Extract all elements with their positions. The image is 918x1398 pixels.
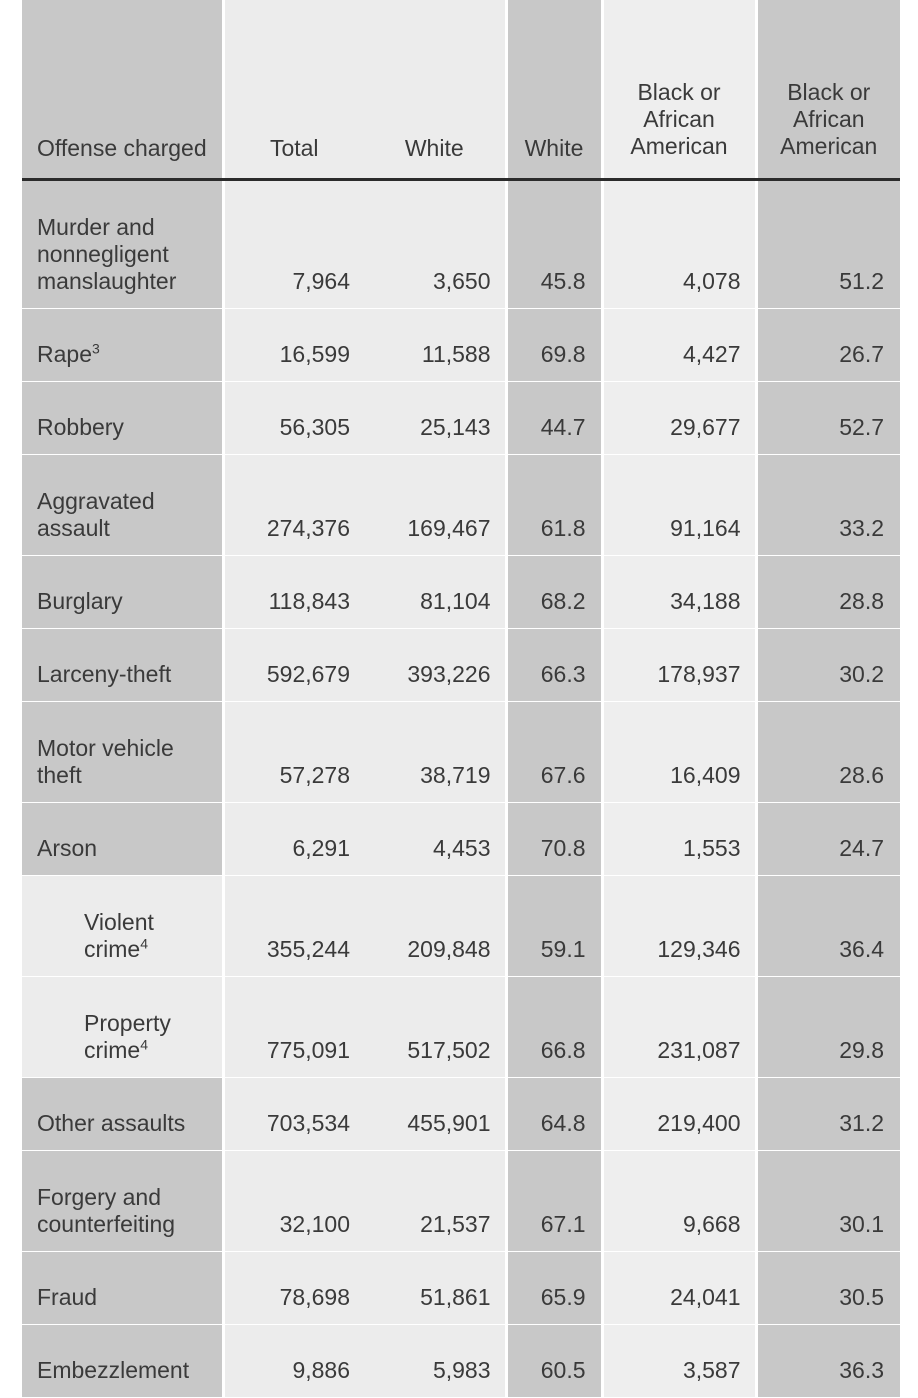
table-body	[22, 180, 900, 1398]
offense-label: Embezzlement	[37, 1357, 190, 1383]
table-row	[22, 180, 900, 309]
black-percent-cell: 24.7	[756, 803, 900, 876]
white-percent-cell: 60.5	[506, 1325, 602, 1398]
table-row	[22, 1252, 900, 1325]
table-row	[22, 977, 900, 1078]
white-percent-cell: 67.6	[506, 702, 602, 803]
offense-label: Robbery	[37, 414, 124, 440]
offense-label: Property crime	[84, 1010, 171, 1063]
black-cell: 91,164	[602, 455, 756, 556]
white-cell: 517,502	[364, 977, 506, 1078]
header-black-or-african-american: Black or African American	[602, 0, 756, 180]
offense-cell	[22, 1252, 223, 1325]
white-cell: 393,226	[364, 629, 506, 702]
black-percent-cell: 51.2	[756, 180, 900, 309]
offense-cell	[22, 977, 223, 1078]
offense-label: Violent crime	[84, 909, 154, 962]
offense-cell	[22, 1325, 223, 1398]
white-cell: 81,104	[364, 556, 506, 629]
white-cell: 25,143	[364, 382, 506, 455]
black-cell: 178,937	[602, 629, 756, 702]
white-percent-cell: 65.9	[506, 1252, 602, 1325]
total-cell: 56,305	[223, 382, 364, 455]
offense-cell	[22, 1151, 223, 1252]
black-percent-cell: 33.2	[756, 455, 900, 556]
black-cell: 4,078	[602, 180, 756, 309]
total-cell: 6,291	[223, 803, 364, 876]
footnote-marker: 4	[140, 1036, 149, 1053]
white-percent-cell: 67.1	[506, 1151, 602, 1252]
white-percent-cell: 70.8	[506, 803, 602, 876]
offense-label: Aggravated assault	[37, 488, 155, 541]
white-percent-cell: 68.2	[506, 556, 602, 629]
header-white: White	[364, 0, 506, 180]
table-row	[22, 309, 900, 382]
white-cell: 38,719	[364, 702, 506, 803]
black-percent-cell: 36.3	[756, 1325, 900, 1398]
offense-cell	[22, 876, 223, 977]
total-cell: 7,964	[223, 180, 364, 309]
offense-label: Murder and nonnegligent manslaughter	[37, 214, 177, 294]
black-cell: 24,041	[602, 1252, 756, 1325]
offense-cell	[22, 455, 223, 556]
arrest-table-panel	[22, 0, 900, 1383]
offense-cell	[22, 702, 223, 803]
header-offense-charged: Offense charged	[22, 0, 223, 180]
black-cell: 9,668	[602, 1151, 756, 1252]
footnote-marker: 4	[140, 935, 149, 952]
total-cell: 16,599	[223, 309, 364, 382]
offense-cell	[22, 803, 223, 876]
total-cell: 592,679	[223, 629, 364, 702]
white-percent-cell: 64.8	[506, 1078, 602, 1151]
black-cell: 34,188	[602, 556, 756, 629]
header-black-or-african-american-percent: Black or African American	[756, 0, 900, 180]
total-cell: 355,244	[223, 876, 364, 977]
offense-cell	[22, 382, 223, 455]
table-row	[22, 382, 900, 455]
offense-label: Forgery and counterfeiting	[37, 1184, 176, 1237]
table-row	[22, 556, 900, 629]
black-cell: 231,087	[602, 977, 756, 1078]
black-cell: 3,587	[602, 1325, 756, 1398]
offense-cell	[22, 1078, 223, 1151]
black-cell: 4,427	[602, 309, 756, 382]
black-percent-cell: 29.8	[756, 977, 900, 1078]
white-cell: 209,848	[364, 876, 506, 977]
total-cell: 78,698	[223, 1252, 364, 1325]
table-row	[22, 1325, 900, 1398]
white-cell: 455,901	[364, 1078, 506, 1151]
total-cell: 32,100	[223, 1151, 364, 1252]
white-cell: 5,983	[364, 1325, 506, 1398]
arrests-by-race-table	[22, 0, 900, 1398]
black-percent-cell: 31.2	[756, 1078, 900, 1151]
black-percent-cell: 28.8	[756, 556, 900, 629]
white-cell: 11,588	[364, 309, 506, 382]
black-percent-cell: 36.4	[756, 876, 900, 977]
white-percent-cell: 66.8	[506, 977, 602, 1078]
table-row	[22, 1078, 900, 1151]
offense-cell	[22, 180, 223, 309]
total-cell: 703,534	[223, 1078, 364, 1151]
offense-cell	[22, 556, 223, 629]
white-percent-cell: 69.8	[506, 309, 602, 382]
white-percent-cell: 44.7	[506, 382, 602, 455]
table-row	[22, 876, 900, 977]
white-cell: 4,453	[364, 803, 506, 876]
white-percent-cell: 66.3	[506, 629, 602, 702]
footnote-marker: 3	[91, 340, 100, 357]
offense-label: Motor vehicle theft	[37, 735, 174, 788]
offense-label: Larceny-theft	[37, 661, 172, 687]
offense-cell	[22, 629, 223, 702]
black-cell: 129,346	[602, 876, 756, 977]
offense-label: Arson	[37, 835, 98, 861]
header-total: Total	[223, 0, 364, 180]
table-row	[22, 1151, 900, 1252]
table-row	[22, 702, 900, 803]
white-cell: 169,467	[364, 455, 506, 556]
offense-label: Fraud	[37, 1284, 98, 1310]
white-percent-cell: 59.1	[506, 876, 602, 977]
black-percent-cell: 30.1	[756, 1151, 900, 1252]
black-percent-cell: 30.5	[756, 1252, 900, 1325]
white-cell: 21,537	[364, 1151, 506, 1252]
total-cell: 775,091	[223, 977, 364, 1078]
table-row	[22, 629, 900, 702]
white-percent-cell: 61.8	[506, 455, 602, 556]
white-cell: 3,650	[364, 180, 506, 309]
white-cell: 51,861	[364, 1252, 506, 1325]
header-white-percent: White	[506, 0, 602, 180]
total-cell: 274,376	[223, 455, 364, 556]
black-cell: 29,677	[602, 382, 756, 455]
offense-label: Rape	[37, 341, 92, 367]
offense-cell	[22, 309, 223, 382]
table-header	[22, 0, 900, 180]
black-percent-cell: 30.2	[756, 629, 900, 702]
offense-label: Burglary	[37, 588, 123, 614]
total-cell: 57,278	[223, 702, 364, 803]
total-cell: 118,843	[223, 556, 364, 629]
table-row	[22, 455, 900, 556]
black-percent-cell: 28.6	[756, 702, 900, 803]
black-cell: 16,409	[602, 702, 756, 803]
black-cell: 1,553	[602, 803, 756, 876]
black-percent-cell: 52.7	[756, 382, 900, 455]
total-cell: 9,886	[223, 1325, 364, 1398]
black-cell: 219,400	[602, 1078, 756, 1151]
offense-label: Other assaults	[37, 1110, 186, 1136]
black-percent-cell: 26.7	[756, 309, 900, 382]
white-percent-cell: 45.8	[506, 180, 602, 309]
table-row	[22, 803, 900, 876]
